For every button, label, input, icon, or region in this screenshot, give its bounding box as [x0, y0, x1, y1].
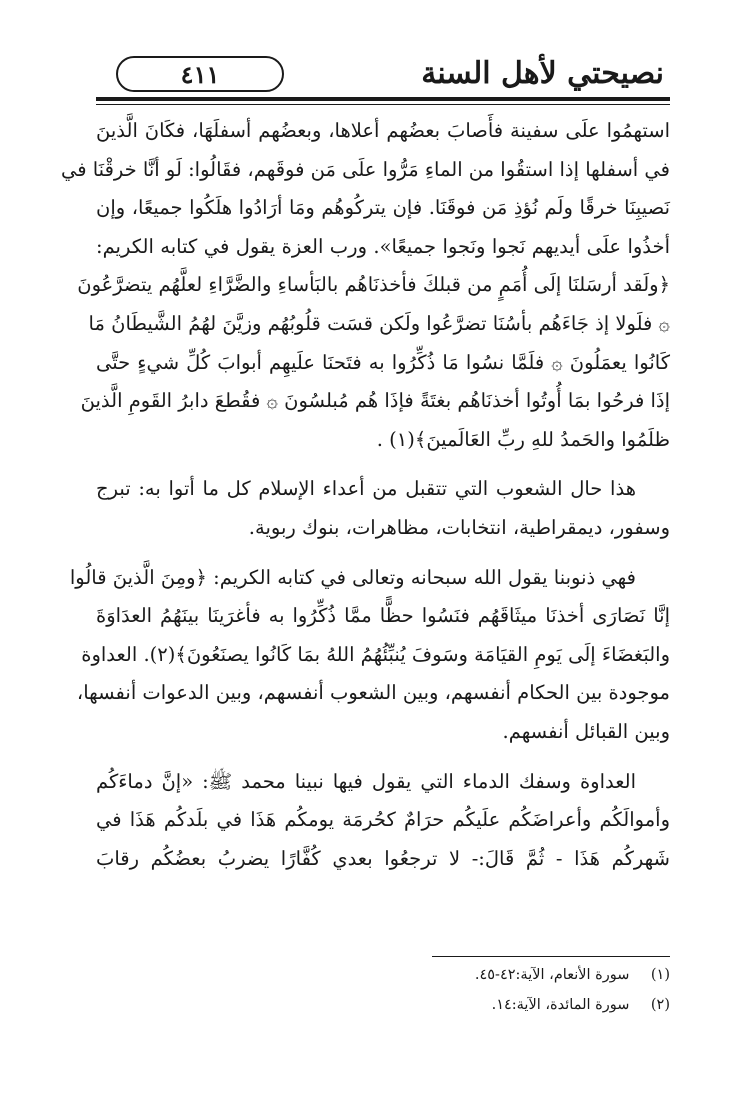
- text-line: موجودة بين الحكام أنفسهم، وبين الشعوب أنفسهم، وبين الدعوات أنفسها،: [76, 681, 670, 705]
- page-number: ٤١١: [180, 59, 220, 89]
- header-rule-thin: [96, 104, 670, 105]
- text-line: وأموالَكُم وأعراضَكُم علَيكُم حرَامٌ كحُرمَة يومكُم هَذَا في بلَدكُم هَذَا في: [96, 808, 670, 832]
- footnote-separator: [432, 956, 670, 957]
- text-line: شَهركُم هَذَا - ثُمَّ قَالَ:- لا ترجعُوا بعدي كُفَّارًا يضربُ بعضُكُم رقابَ: [96, 846, 670, 870]
- footnote-number: (١): [650, 967, 670, 983]
- text-line: هذا حال الشعوب التي تتقبل من أعداء الإسلام كل ما أتوا به: تبرج: [96, 477, 636, 501]
- paragraph-enmity: [96, 763, 670, 879]
- text-line: العداوة وسفك الدماء التي يقول فيها نبينا محمد ﷺ: «إنَّ دماءَكُم: [96, 769, 636, 793]
- paragraph-peoples: [96, 470, 670, 547]
- header-rule-thick: [96, 97, 670, 101]
- text-line: ظلَمُوا والحَمدُ للهِ ربِّ العَالَمينَ﴾(١) .: [376, 427, 670, 451]
- text-line: فهي ذنوبنا يقول الله سبحانه وتعالى في كتابه الكريم: ﴿ومِنَ الَّذينَ قالُوا: [69, 565, 636, 589]
- text-line: إذَا فرحُوا بمَا أُوتُوا أخذنَاهُم بغتَةً فإذَا هُم مُبلسُونَ ۞ فقُطعَ دابرُ القَومِ الَّذينَ: [80, 389, 670, 413]
- text-line: ۞ فلَولا إذ جَاءَهُم بأسُنَا تضرَّعُوا ولَكن قسَت قلُوبُهُم وزيَّنَ لهُمُ الشَّيطَانُ مَا: [88, 311, 670, 335]
- running-title: نصيحتي لأهل السنة: [421, 56, 664, 91]
- text-line: وبين القبائل أنفسهم.: [502, 719, 670, 743]
- body-text: [60, 112, 670, 878]
- text-line: نَصيبِنَا خرقًا ولَم نُؤذِ مَن فوقَنَا. فإن يتركُوهُم ومَا أرَادُوا هلَكُوا جميعًا، وإن: [96, 196, 670, 220]
- text-line: والبَغضَاءَ إلَى يَومِ القيَامَة وسَوفَ يُنبِّئُهُمُ اللهُ بمَا كَانُوا يصنَعُونَ﴾(٢). العداوة: [81, 642, 670, 666]
- text-line: استهمُوا علَى سفينة فأَصابَ بعضُهم أعلاها، وبعضُهم أسفلَهَا، فكَانَ الَّذينَ: [96, 119, 670, 142]
- footnote-text: سورة المائدة، الآية:١٤.: [491, 997, 630, 1013]
- page-header: [96, 50, 670, 102]
- footnote-text: سورة الأنعام، الآية:٤٢-٤٥.: [474, 967, 630, 983]
- text-line: وسفور، ديمقراطية، انتخابات، مظاهرات، بنوك ربوية.: [248, 515, 670, 539]
- paragraph-sins: [69, 559, 670, 752]
- text-line: في أسفلها إذا استقُوا من الماءِ مَرُّوا علَى مَن فوقَهم، فقَالُوا: لَو أنَّا خرقْنَا في: [60, 157, 670, 181]
- footnote: [96, 990, 670, 1020]
- footnotes: [96, 960, 670, 1020]
- footnote-number: (٢): [650, 997, 670, 1013]
- page-number-badge: [116, 56, 284, 92]
- paragraph-hadith-quran: [60, 112, 670, 459]
- footnote: [96, 960, 670, 990]
- text-line: أخذُوا علَى أيديهم نَجوا ونَجوا جميعًا». ورب العزة يقول في كتابه الكريم:: [96, 234, 670, 258]
- text-line: إنَّا نَصَارَى أخذنَا ميثَاقَهُم فنَسُوا حظًّا ممَّا ذُكِّرُوا به فأغرَينَا بينَهُمُ العدَاوَةَ: [96, 604, 670, 628]
- text-line: ﴿ولَقد أرسَلنَا إلَى أُمَمٍ من قبلكَ فأخذنَاهُم بالبَأساءِ والضَّرَّاءِ لعلَّهُم يتضرَّعُونَ: [77, 273, 670, 297]
- text-line: كَانُوا يعمَلُونَ ۞ فلَمَّا نسُوا مَا ذُكِّرُوا به فتَحنَا علَيهِم أبوابَ كُلِّ شيءٍ حتَّى: [96, 350, 670, 374]
